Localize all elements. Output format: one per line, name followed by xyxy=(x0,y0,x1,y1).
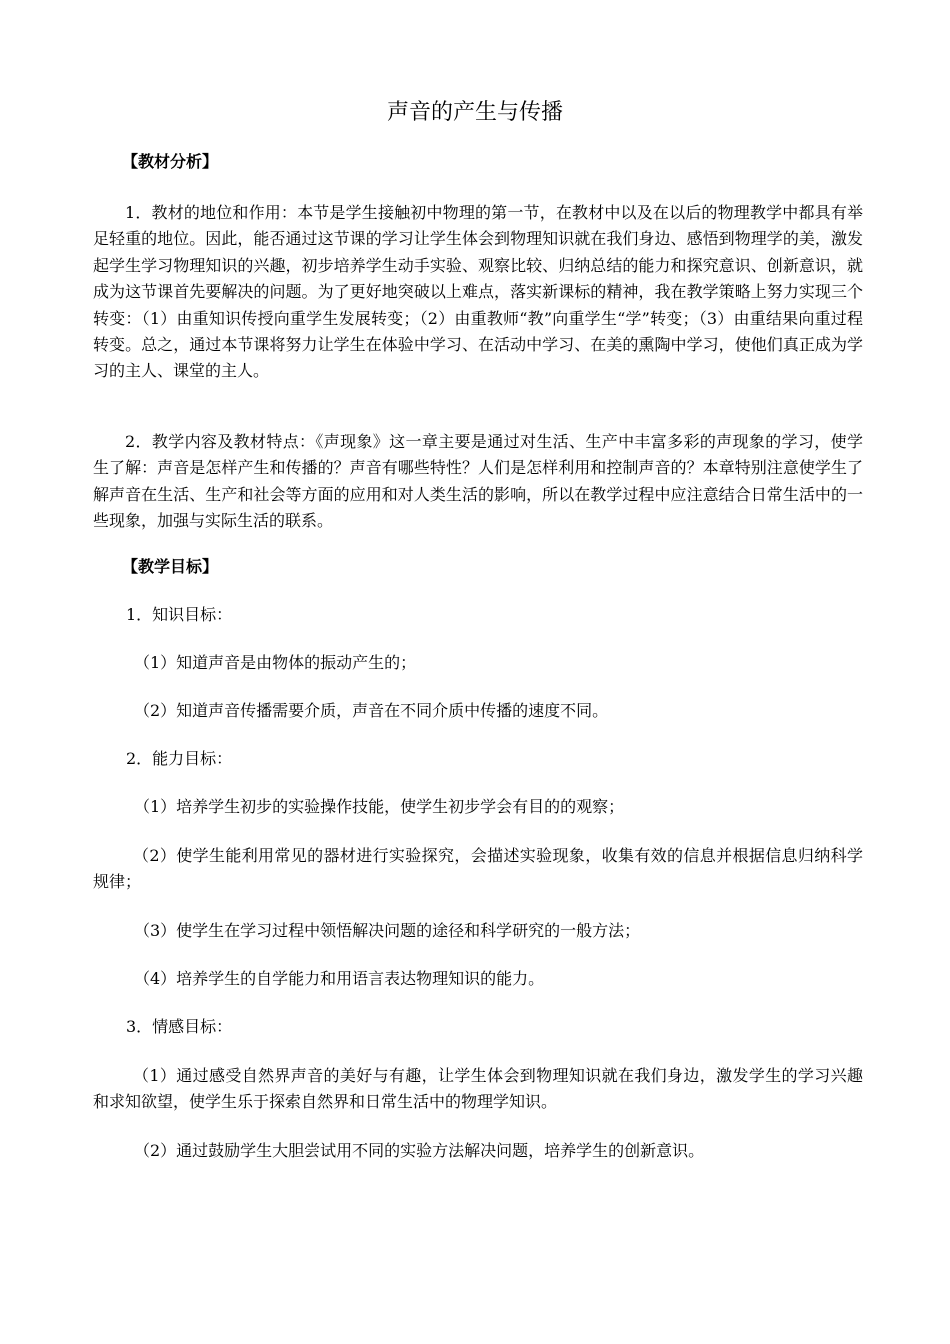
emotion-goal-item: （1）通过感受自然界声音的美好与有趣，让学生体会到物理知识就在我们身边，激发学生的学习兴趣和求知欲望，使学生乐于探索自然界和日常生活中的物理学知识。 xyxy=(93,1066,863,1112)
document-title: 声音的产生与传播 xyxy=(386,100,563,125)
emotion-goals-label: 3．情感目标： xyxy=(126,1017,233,1036)
knowledge-goals-label: 1．知识目标： xyxy=(126,605,233,624)
section-heading-teaching-goals: 【教学目标】 xyxy=(122,557,219,576)
ability-goal-item: （2）使学生能利用常见的器材进行实验探究，会描述实验现象，收集有效的信息并根据信息归纳科学规律； xyxy=(93,846,863,892)
ability-goals-label: 2．能力目标： xyxy=(126,749,233,768)
knowledge-goal-item: （2）知道声音传播需要介质，声音在不同介质中传播的速度不同。 xyxy=(134,701,609,720)
ability-goal-item: （1）培养学生初步的实验操作技能，使学生初步学会有目的的观察； xyxy=(134,797,625,816)
knowledge-goal-item: （1）知道声音是由物体的振动产生的； xyxy=(134,653,417,672)
emotion-goal-item: （2）通过鼓励学生大胆尝试用不同的实验方法解决问题，培养学生的创新意识。 xyxy=(134,1141,705,1160)
ability-goal-item: （4）培养学生的自学能力和用语言表达物理知识的能力。 xyxy=(134,969,545,988)
section-heading-textbook-analysis: 【教材分析】 xyxy=(122,152,219,171)
ability-goal-item: （3）使学生在学习过程中领悟解决问题的途径和科学研究的一般方法； xyxy=(134,921,641,940)
paragraph-content-and-features: 2．教学内容及教材特点：《声现象》这一章主要是通过对生活、生产中丰富多彩的声现象的学习，使学生了解：声音是怎样产生和传播的？声音有哪些特性？人们是怎样利用和控制声音的？本章特别注意使学生了解声音在生活、生产和社会等方面的应用和对人类生活的影响，所以在教学过程中应注意结合日常生活中的一些现象，加强与实际生活的联系。 xyxy=(93,432,863,531)
paragraph-status-and-role: 1．教材的地位和作用：本节是学生接触初中物理的第一节，在教材中以及在以后的物理教学中都具有举足轻重的地位。因此，能否通过这节课的学习让学生体会到物理知识就在我们身边、感悟到物理学的美，激发起学生学习物理知识的兴趣，初步培养学生动手实验、观察比较、归纳总结的能力和探究意识、创新意识，就成为这节课首先要解决的问题。为了更好地突破以上难点，落实新课标的精神，我在教学策略上努力实现三个转变：（1）由重知识传授向重学生发展转变；（2）由重教师“教”向重学生“学”转变；（3）由重结果向重过程转变。总之，通过本节课将努力让学生在体验中学习、在活动中学习、在美的熏陶中学习，使他们真正成为学习的主人、课堂的主人。 xyxy=(93,203,863,381)
